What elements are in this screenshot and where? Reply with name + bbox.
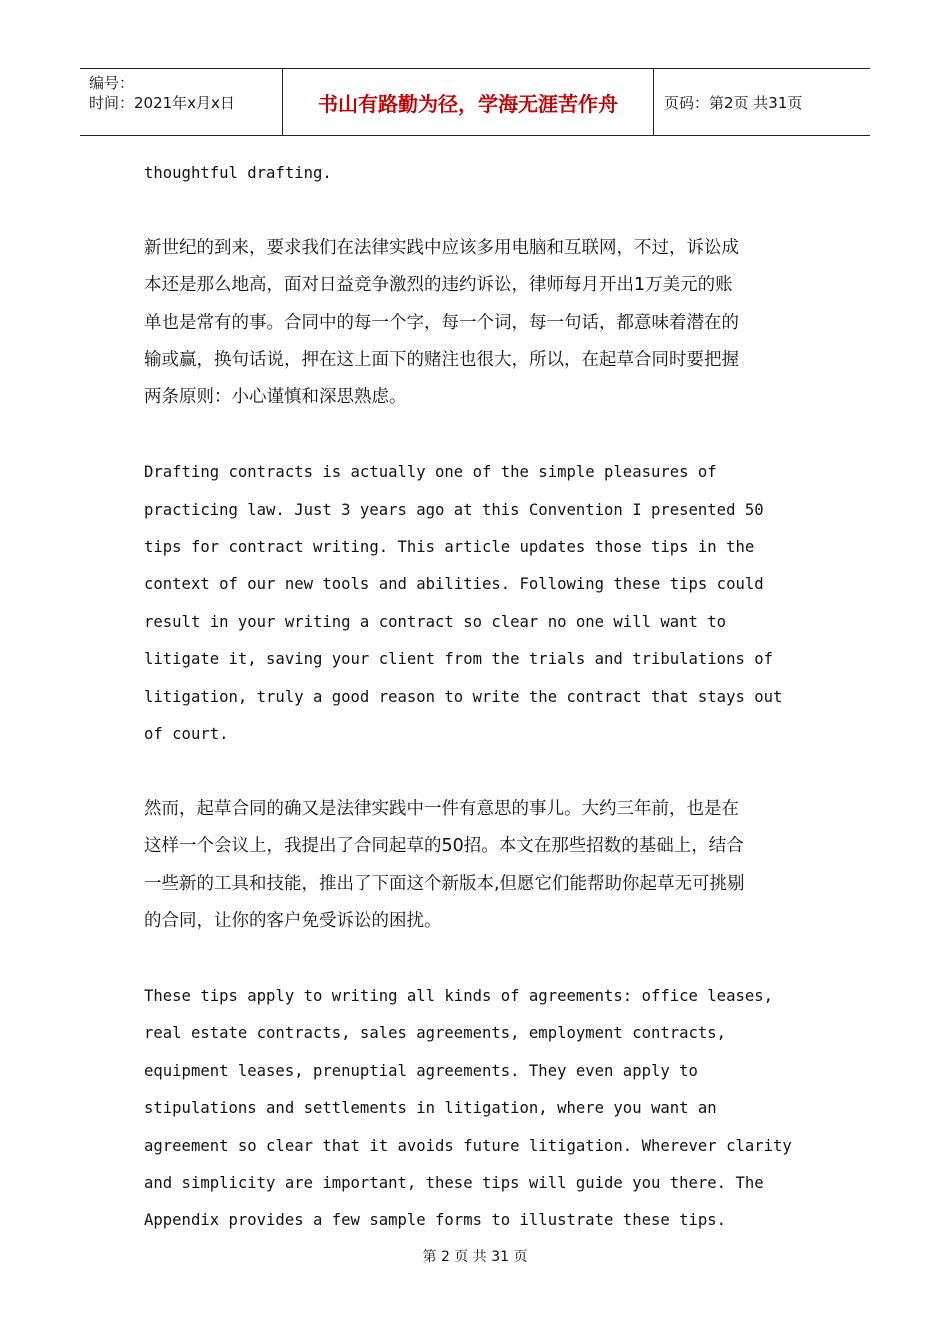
page-header <box>80 68 870 136</box>
header-page-info: 页码：第2页 共31页 <box>664 93 803 112</box>
body-line: context of our new tools and abilities. Following these tips could <box>144 575 764 594</box>
paragraph-en-2 <box>144 978 824 1240</box>
page-footer: 第 2 页 共 31 页 <box>422 1249 528 1265</box>
body-line: 的合同，让你的客户免受诉讼的困扰。 <box>144 911 442 932</box>
body-line: result in your writing a contract so clear no one will want to <box>144 612 727 631</box>
body-line: stipulations and settlements in litigation, where you want an <box>144 1099 717 1118</box>
body-line: 本还是那么地高，面对日益竞争激烈的违约诉讼，律师每月开出1万美元的账 <box>144 275 733 296</box>
body-line: Drafting contracts is actually one of the simple pleasures of <box>144 463 717 482</box>
body-line: real estate contracts, sales agreements, employment contracts, <box>144 1024 727 1043</box>
document-body <box>144 155 824 1240</box>
header-motto: 书山有路勤为径，学海无涯苦作舟 <box>282 69 654 135</box>
body-line: 然而，起草合同的确又是法律实践中一件有意思的事儿。大约三年前，也是在 <box>144 798 739 819</box>
header-left-cell <box>80 69 282 135</box>
body-line: Appendix provides a few sample forms to illustrate these tips. <box>144 1211 727 1230</box>
number-label: 编号： <box>89 74 135 92</box>
body-line: tips for contract writing. This article updates those tips in the <box>144 538 755 557</box>
body-line: litigation, truly a good reason to write the contract that stays out <box>144 687 783 706</box>
body-line: and simplicity are important, these tips will guide you there. The <box>144 1173 764 1192</box>
body-line: agreement so clear that it avoids future litigation. Wherever clarity <box>144 1136 792 1155</box>
body-line: 输或赢，换句话说，押在这上面下的赌注也很大，所以，在起草合同时要把握 <box>144 350 739 371</box>
body-line: 两条原则：小心谨慎和深思熟虑。 <box>144 387 407 408</box>
paragraph-cn-1 <box>144 230 824 417</box>
paragraph-en-1 <box>144 454 824 753</box>
date-label: 时间：2021年x月x日 <box>89 94 235 112</box>
body-line: of court. <box>144 725 229 744</box>
body-line: equipment leases, prenuptial agreements. They even apply to <box>144 1061 698 1080</box>
body-line: litigate it, saving your client from the trials and tribulations of <box>144 650 774 669</box>
body-line: 新世纪的到来，要求我们在法律实践中应该多用电脑和互联网，不过，诉讼成 <box>144 237 739 258</box>
body-line: practicing law. Just 3 years ago at this Convention I presented 50 <box>144 500 764 519</box>
body-line: 单也是常有的事。合同中的每一个字，每一个词，每一句话，都意味着潜在的 <box>144 312 739 333</box>
body-line: thoughtful drafting. <box>144 164 332 182</box>
paragraph-cn-2 <box>144 791 824 941</box>
body-line: 一些新的工具和技能，推出了下面这个新版本,但愿它们能帮助你起草无可挑剔 <box>144 873 745 894</box>
body-line: 这样一个会议上，我提出了合同起草的50招。本文在那些招数的基础上，结合 <box>144 836 744 857</box>
body-line: These tips apply to writing all kinds of agreements: office leases, <box>144 986 774 1005</box>
